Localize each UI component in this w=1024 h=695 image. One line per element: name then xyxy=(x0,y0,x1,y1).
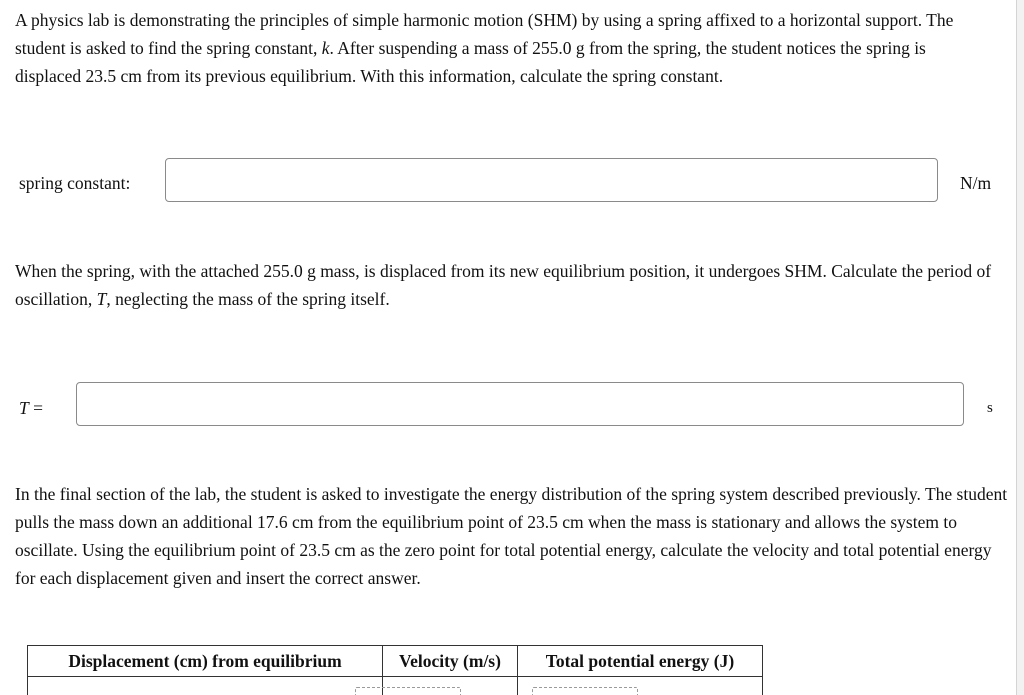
header-velocity: Velocity (m/s) xyxy=(383,646,518,677)
question-1-text-b: . After suspending a mass of 255.0 g from the spring, the student notices the spring is displaced 23.5 cm from its previous equilibrium. With this information, calculate the spring constant. xyxy=(15,38,926,86)
period-input[interactable] xyxy=(76,382,964,426)
potential-energy-drop-target[interactable] xyxy=(532,687,638,695)
spring-constant-input[interactable] xyxy=(165,158,938,202)
displacement-cell xyxy=(28,677,383,695)
period-label xyxy=(19,396,43,420)
question-1-text xyxy=(15,6,975,90)
question-3-text: In the final section of the lab, the student is asked to investigate the energy distribution of the spring system described previously. The student pulls the mass down an additional 17.6 cm from the equilibrium point of 23.5 cm when the mass is stationary and allows the system to oscillate. Using the equilibrium point of 23.5 cm as the zero point for total potential energy, calculate the velocity and total potential energy for each displacement given and insert the correct answer. xyxy=(15,484,1008,588)
potential-energy-cell xyxy=(518,677,763,695)
scrollbar-track[interactable] xyxy=(1016,0,1024,695)
velocity-drop-target[interactable] xyxy=(355,687,461,695)
variable-k: k xyxy=(321,38,330,58)
period-label-var: T xyxy=(19,398,29,418)
energy-table-header-row xyxy=(28,646,763,677)
question-2-text-b: , neglecting the mass of the spring itself. xyxy=(106,289,390,309)
question-1-text-a: A physics lab is demonstrating the principles of simple harmonic motion (SHM) by using a spring affixed to a horizontal support. The student is asked to find the spring constant, xyxy=(15,10,954,58)
variable-T: T xyxy=(96,289,107,309)
energy-table xyxy=(27,645,763,695)
velocity-cell xyxy=(383,677,518,695)
spring-constant-unit: N/m xyxy=(960,173,992,193)
question-2-text xyxy=(15,257,1000,313)
header-potential-energy: Total potential energy (J) xyxy=(518,646,763,677)
period-label-eq: = xyxy=(28,398,43,418)
header-displacement: Displacement (cm) from equilibrium xyxy=(28,646,383,677)
question-2-text-a: When the spring, with the attached 255.0 g mass, is displaced from its new equilibrium position, it undergoes SHM. Calculate the period of oscillation, xyxy=(15,261,992,309)
spring-constant-label: spring constant: xyxy=(19,173,131,193)
table-row xyxy=(28,677,763,695)
period-unit: s xyxy=(987,400,993,416)
